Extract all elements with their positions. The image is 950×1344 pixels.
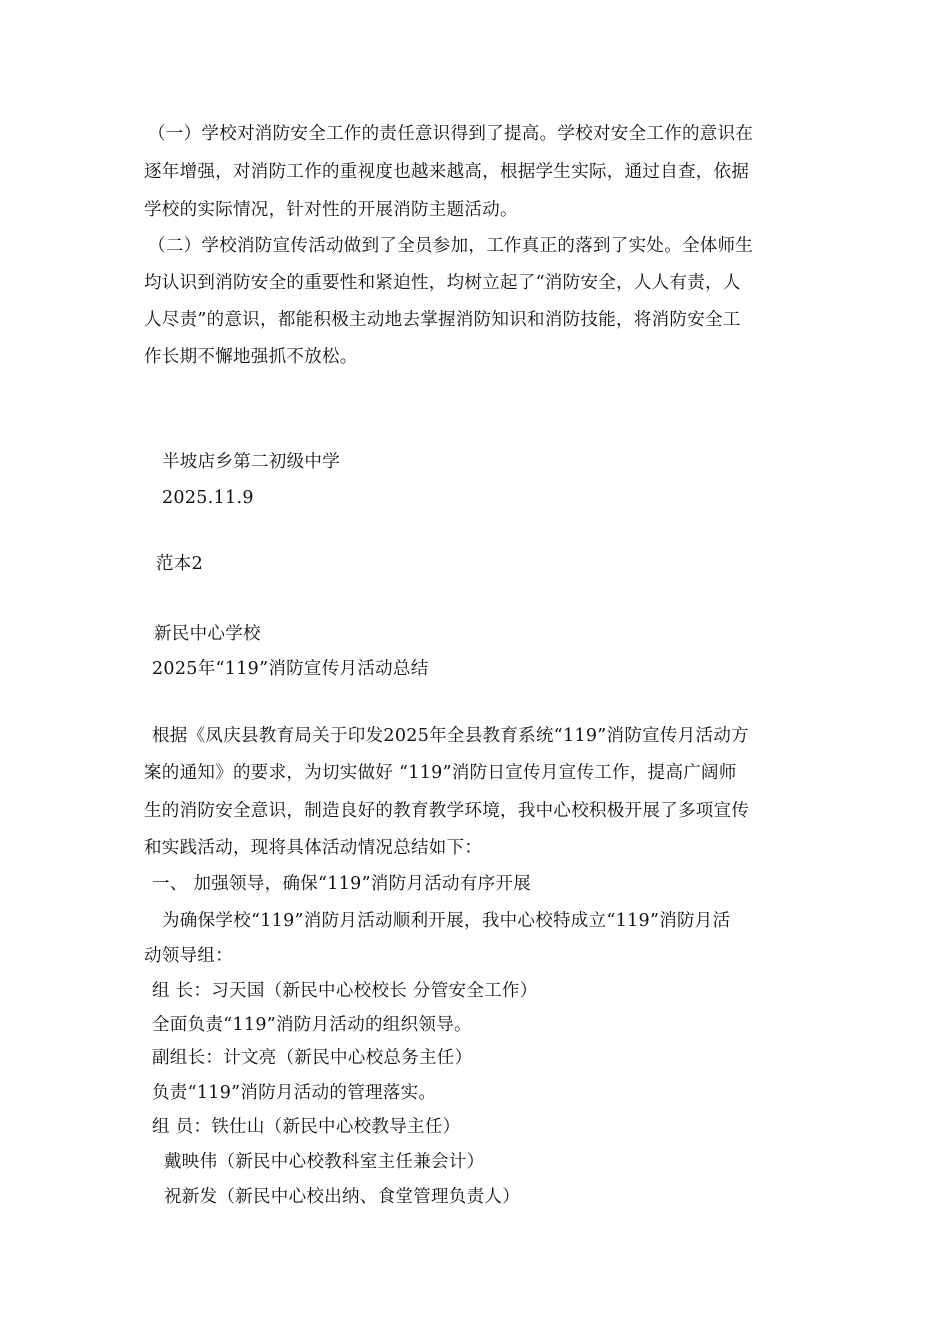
point-2-line-1: （二）学校消防宣传活动做到了全员参加，工作真正的落到了实处。全体师生	[148, 236, 754, 256]
point-2-line-2: 均认识到消防安全的重要性和紧迫性，均树立起了“消防安全，人人有责，人	[144, 273, 741, 293]
leader-line-4: 负责“119”消防月活动的管理落实。	[152, 1083, 437, 1103]
point-2-line-4: 作长期不懈地强抓不放松。	[144, 347, 358, 367]
point-1-line-2: 逐年增强，对消防工作的重视度也越来越高，根据学生实际，通过自查，依据	[144, 162, 750, 182]
intro-line-3: 生的消防安全意识，制造良好的教育教学环境，我中心校积极开展了多项宣传	[144, 801, 750, 821]
section-1-line-2: 动领导组：	[144, 946, 233, 966]
intro-line-1: 根据《凤庆县教育局关于印发2025年全县教育系统“119”消防宣传月活动方	[152, 726, 749, 746]
signature-organization: 半坡店乡第二初级中学	[162, 452, 340, 472]
school-name: 新民中心学校	[154, 624, 261, 644]
leader-line-5: 组 员：铁仕山（新民中心校教导主任）	[152, 1117, 461, 1137]
signature-date: 2025.11.9	[162, 488, 254, 508]
leader-line-7: 祝新发（新民中心校出纳、食堂管理负责人）	[164, 1187, 520, 1207]
sample-label: 范本2	[156, 554, 204, 574]
section-1-line-1: 为确保学校“119”消防月活动顺利开展，我中心校特成立“119”消防月活	[162, 911, 731, 931]
leader-line-2: 全面负责“119”消防月活动的组织领导。	[152, 1015, 472, 1035]
leader-line-3: 副组长：计文亮（新民中心校总务主任）	[152, 1048, 473, 1068]
leader-line-1: 组 长：习天国（新民中心校校长 分管安全工作）	[152, 981, 538, 1001]
section-1-heading: 一、 加强领导，确保“119”消防月活动有序开展	[152, 874, 532, 894]
point-1-line-1: （一）学校对消防安全工作的责任意识得到了提高。学校对安全工作的意识在	[148, 124, 754, 144]
leader-line-6: 戴映伟（新民中心校教科室主任兼会计）	[164, 1152, 485, 1172]
point-2-line-3: 人尽责”的意识，都能积极主动地去掌握消防知识和消防技能，将消防安全工	[144, 310, 741, 330]
intro-line-2: 案的通知》的要求，为切实做好 “119”消防日宣传月宣传工作，提高广阔师	[144, 763, 737, 783]
summary-title: 2025年“119”消防宣传月活动总结	[152, 659, 429, 679]
point-1-line-3: 学校的实际情况，针对性的开展消防主题活动。	[144, 200, 518, 220]
intro-line-4: 和实践活动，现将具体活动情况总结如下：	[144, 838, 483, 858]
